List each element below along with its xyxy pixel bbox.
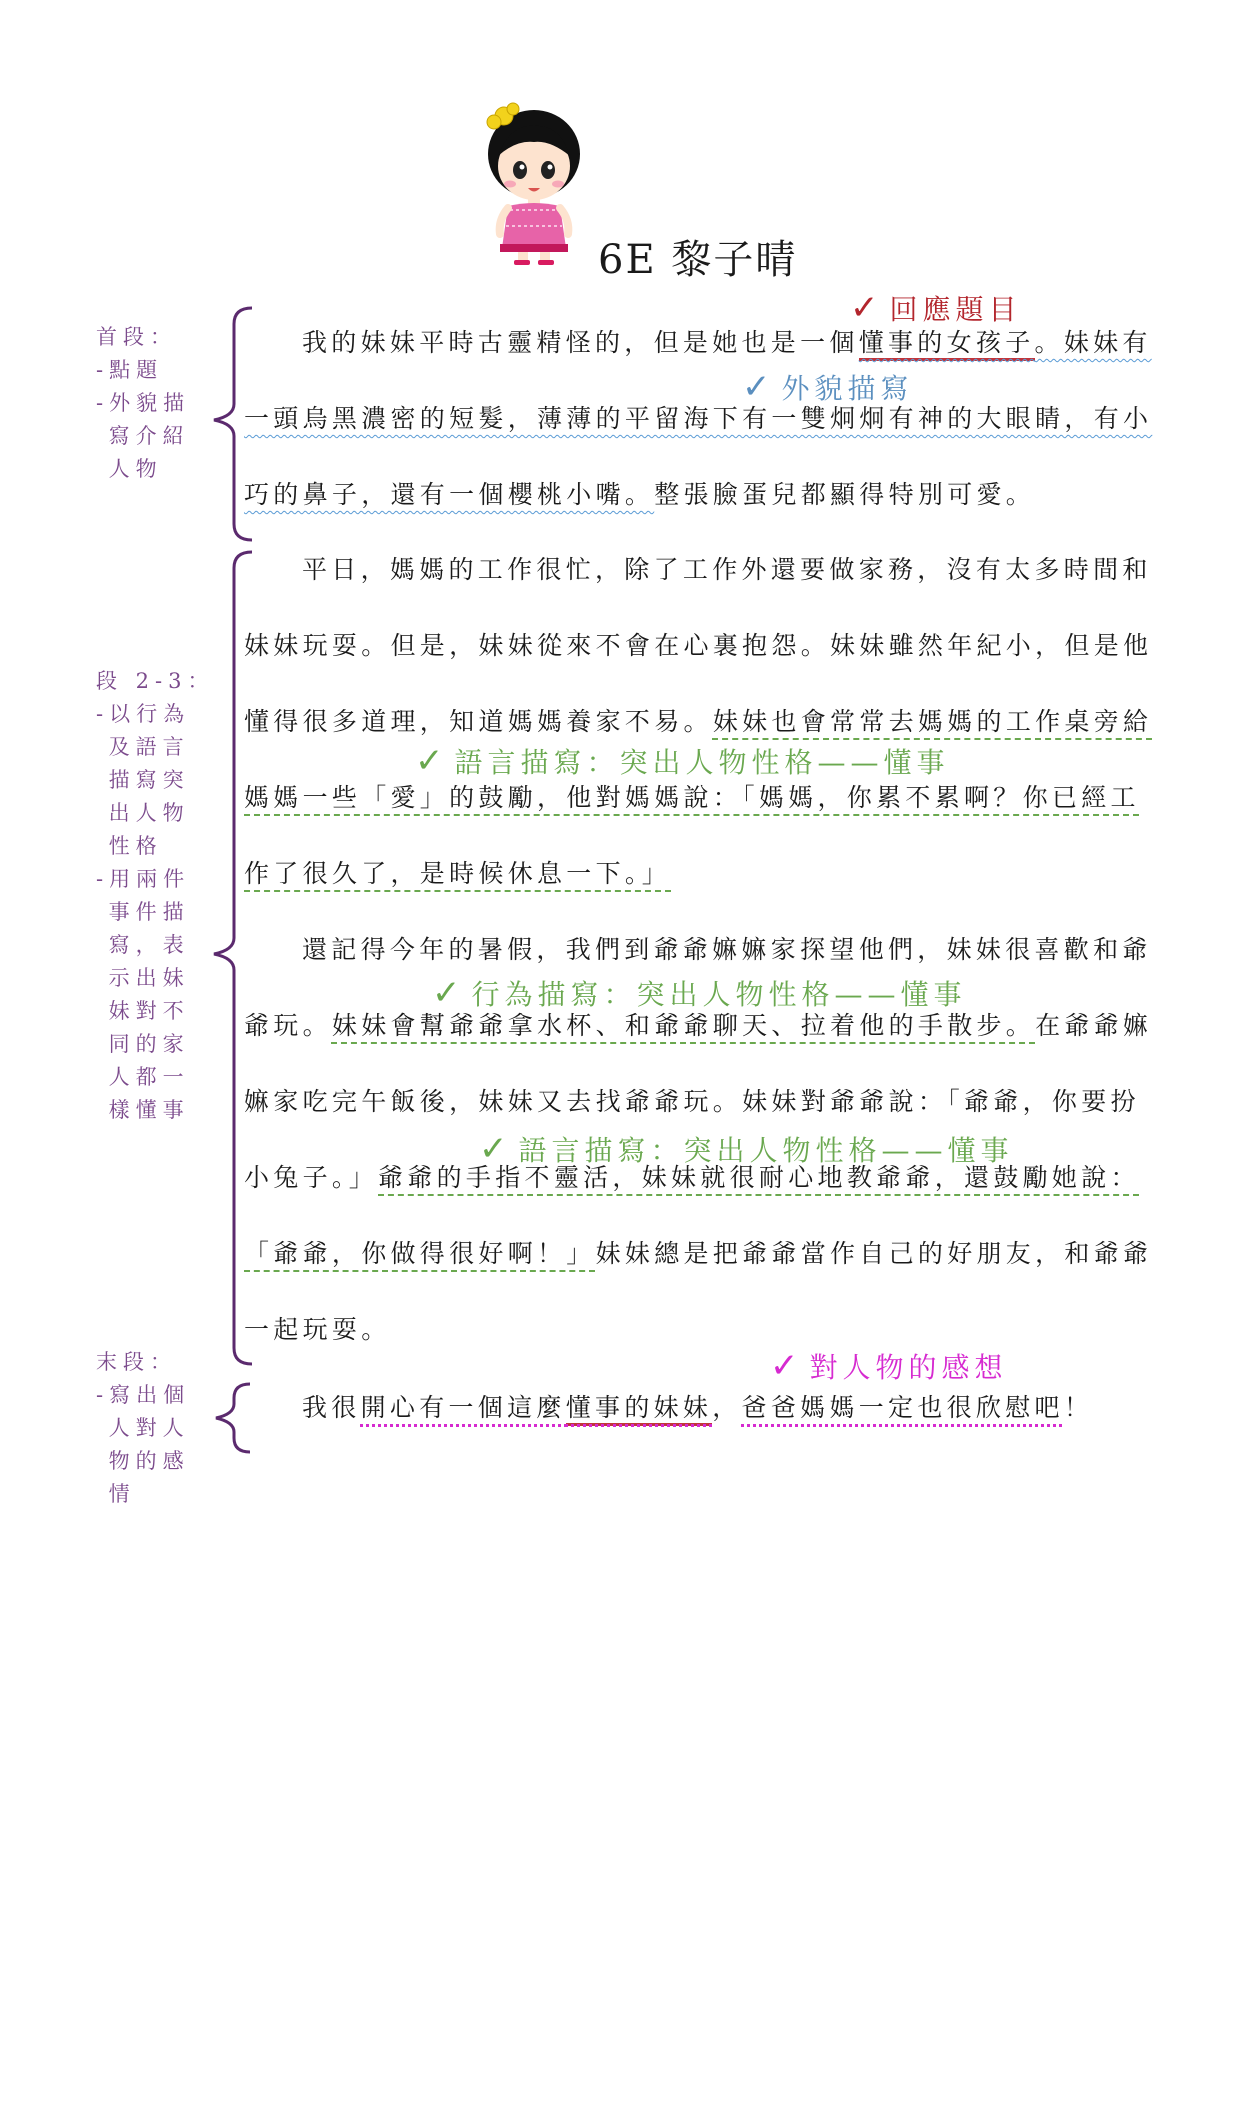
highlight-red: 懂事的妹妹 <box>566 1393 713 1426</box>
text: 整張臉蛋兒都顯得特別可愛。 <box>654 480 1036 509</box>
p3-line-2 <box>244 1009 1152 1043</box>
note-speech-1: ✓ 語言描寫：突出人物性格——懂事 <box>415 741 950 781</box>
p2-line-2: 妹妹玩耍。但是，妹妹從來不會在心裏抱怨。妹妹雖然年紀小，但是他 <box>244 631 1153 660</box>
note-action: ✓ 行為描寫：突出人物性格——懂事 <box>432 973 967 1013</box>
highlight-blue: 。妹妹有 <box>1034 328 1152 357</box>
p3-line-4 <box>244 1161 1140 1195</box>
highlight-green: 妹妹也會常常去媽媽的工作桌旁給 <box>712 707 1153 736</box>
page-title: 6E 黎子晴 <box>598 237 798 283</box>
p3-line-5 <box>244 1237 1152 1271</box>
highlight-magenta: 開心有一個這麼 <box>360 1393 566 1422</box>
p1-line-2: 一頭烏黑濃密的短髮，薄薄的平留海下有一雙炯炯有神的大眼睛，有小 <box>244 404 1153 433</box>
checkmark-icon: ✓ <box>742 367 776 407</box>
text: 我很 <box>302 1393 361 1422</box>
p3-line-3: 嫲家吃完午飯後，妹妹又去找爺爺玩。妹妹對爺爺說：「爺爺，你要扮 <box>244 1087 1140 1116</box>
highlight-green: 「爺爺，你做得很好啊！」 <box>244 1239 596 1268</box>
p2-line-3 <box>244 705 1152 739</box>
text: 在爺爺嫲 <box>1035 1011 1153 1040</box>
p3-line-1: 還記得今年的暑假，我們到爺爺嫲嫲家探望他們，妹妹很喜歡和爺 <box>302 935 1152 964</box>
highlight-blue: 巧的鼻子，還有一個櫻桃小嘴。 <box>244 480 655 509</box>
note-speech-2: ✓ 語言描寫：突出人物性格——懂事 <box>479 1129 1014 1169</box>
p3-line-6: 一起玩耍。 <box>244 1315 391 1344</box>
checkmark-icon: ✓ <box>415 741 449 781</box>
p4-line-1 <box>302 1391 1093 1425</box>
checkmark-icon: ✓ <box>770 1346 804 1386</box>
p1-line-1 <box>302 326 1152 360</box>
text: 爺玩。 <box>244 1011 332 1040</box>
p1-line-3 <box>244 478 1035 512</box>
text: 懂得很多道理，知道媽媽養家不易。 <box>244 707 713 736</box>
note-appearance: ✓ 外貌描寫 <box>742 367 914 407</box>
highlight-green: 妹妹會幫爺爺拿水杯、和爺爺聊天、拉着他的手散步。 <box>331 1011 1036 1040</box>
checkmark-icon: ✓ <box>850 288 884 328</box>
note-respond-topic: ✓ 回應題目 <box>850 288 1022 328</box>
highlight-magenta: 爸爸媽媽一定也很欣慰吧 <box>741 1393 1064 1422</box>
p2-line-4: 媽媽一些「愛」的鼓勵，他對媽媽說：「媽媽，你累不累啊？你已經工 <box>244 783 1140 812</box>
text: ， <box>712 1393 742 1422</box>
checkmark-icon: ✓ <box>479 1129 513 1169</box>
side-note-last-paragraph: 末段： -寫出個 人對人 物的感 情 <box>96 1350 191 1506</box>
p2-line-5: 作了很久了，是時候休息一下。」 <box>244 859 672 888</box>
p2-line-1: 平日，媽媽的工作很忙，除了工作外還要做家務，沒有太多時間和 <box>302 555 1152 584</box>
highlight-red: 懂事的女孩子 <box>859 328 1035 361</box>
side-note-first-paragraph: 首段： -點題 -外貌描 寫介紹 人物 <box>96 325 191 481</box>
note-feelings: ✓ 對人物的感想 <box>770 1346 1008 1386</box>
checkmark-icon: ✓ <box>432 973 466 1013</box>
side-note-middle-paragraphs: 段 2-3： -以行為 及語言 描寫突 出人物 性格 -用兩件 事件描 寫，表 示出妹 妹對不 同的家 人都一 樣懂事 <box>96 669 215 1122</box>
text: 妹妹總是把爺爺當作自己的好朋友，和爺爺 <box>595 1239 1153 1268</box>
text: ！ <box>1063 1393 1094 1422</box>
text: 小兔子。」 <box>244 1163 379 1192</box>
highlight-green: 爺爺的手指不靈活，妹妹就很耐心地教爺爺，還鼓勵她說： <box>378 1163 1140 1192</box>
text: 我的妹妹平時古靈精怪的，但是她也是一個 <box>302 328 859 357</box>
